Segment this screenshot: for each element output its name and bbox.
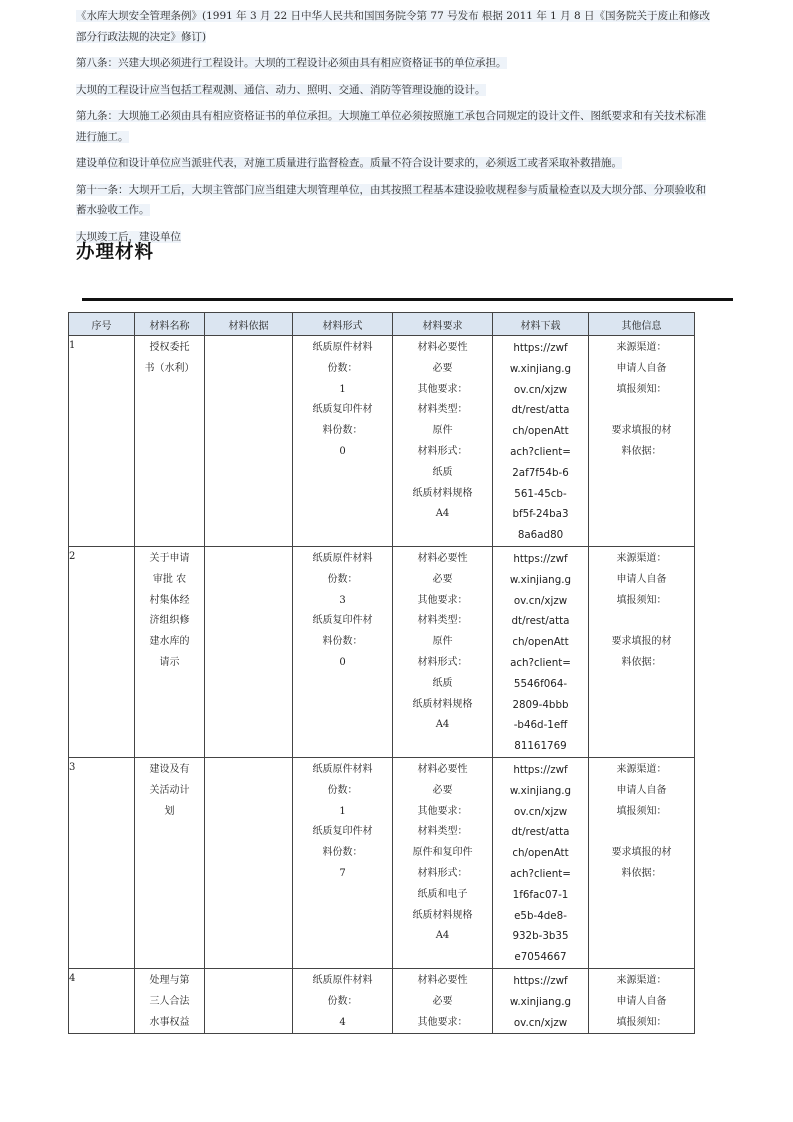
material-download-link-line[interactable]: ch/openAtt xyxy=(512,636,569,649)
table-row xyxy=(69,757,695,968)
material-requirement-line: 原件和复印件 xyxy=(412,847,473,859)
cell-form xyxy=(293,336,393,547)
material-download-link-line[interactable]: ov.cn/xjzw xyxy=(513,1016,568,1029)
material-download-link-line[interactable]: bf5f-24ba3 xyxy=(512,508,569,521)
header-other: 其他信息 xyxy=(589,313,695,336)
intro-paragraph: 建设单位和设计单位应当派驻代表，对施工质量进行监督检查。质量不符合设计要求的，必须返工或者采取补救措施。 xyxy=(76,157,622,169)
material-download-link-line[interactable]: 2af7f54b-6 xyxy=(512,466,569,479)
material-download-link-line[interactable]: dt/rest/atta xyxy=(511,826,570,839)
material-requirement-line: 材料类型： xyxy=(417,615,468,627)
material-download-link-line[interactable]: w.xinjiang.g xyxy=(509,573,572,586)
material-download-link-line[interactable]: 81161769 xyxy=(514,740,567,753)
cell-download[interactable] xyxy=(493,968,589,1033)
material-requirement-line: 其他要求： xyxy=(417,383,468,395)
row-number: 2 xyxy=(69,546,135,757)
material-download-link-line[interactable]: w.xinjiang.g xyxy=(509,784,572,797)
material-other-info-line: 来源渠道： xyxy=(616,552,667,564)
material-download-link-line[interactable]: ov.cn/xjzw xyxy=(513,594,568,607)
material-other-info-line: 料依据： xyxy=(621,867,662,879)
intro-paragraph: 第九条：大坝施工必须由具有相应资格证书的单位承担。大坝施工单位必须按照施工承包合同规定的设计文件、图纸要求和有关技术标准进行施工。 xyxy=(76,110,706,143)
material-name-line: 审批 农 xyxy=(152,573,187,585)
material-requirement-line: 材料形式： xyxy=(417,867,468,879)
cell-req xyxy=(393,336,493,547)
material-other-info-line: 来源渠道： xyxy=(616,763,667,775)
cell-download[interactable] xyxy=(493,546,589,757)
cell-name xyxy=(135,546,205,757)
material-other-info-line: 申请人自备 xyxy=(616,995,667,1007)
material-form-line: 纸质原件材料 xyxy=(312,342,373,353)
material-requirement-line: 纸质 xyxy=(432,677,453,689)
material-other-info-line: 来源渠道： xyxy=(616,342,667,353)
material-other-info-line: 来源渠道： xyxy=(616,974,667,986)
material-requirement-line: 其他要求： xyxy=(417,594,468,606)
cell-download[interactable] xyxy=(493,757,589,968)
material-requirement-line: A4 xyxy=(435,930,450,942)
material-download-link-line[interactable]: 5546f064- xyxy=(513,677,568,690)
material-requirement-line: 材料类型： xyxy=(417,826,468,838)
material-download-link-line[interactable]: 1f6fac07-1 xyxy=(512,888,569,901)
cell-basis xyxy=(205,968,293,1033)
material-download-link-line[interactable]: e7054667 xyxy=(514,951,567,964)
material-name-line: 三人合法 xyxy=(149,995,190,1007)
intro-paragraph: 第十一条：大坝开工后，大坝主管部门应当组建大坝管理单位，由其按照工程基本建设验收规程参与质量检查以及大坝分部、分项验收和蓄水验收工作。 xyxy=(76,183,706,216)
material-requirement-line: 材料形式： xyxy=(417,656,468,668)
material-download-link-line[interactable]: https://zwf xyxy=(513,342,568,354)
material-requirement-line: 材料必要性 xyxy=(417,763,468,775)
material-name-line: 建水库的 xyxy=(149,636,190,648)
cell-name xyxy=(135,336,205,547)
material-download-link-line[interactable]: dt/rest/atta xyxy=(511,615,570,628)
material-form-line: 份数： xyxy=(327,995,358,1007)
material-requirement-line: 材料必要性 xyxy=(417,974,468,986)
row-number: 4 xyxy=(69,968,135,1033)
material-requirement-line: 原件 xyxy=(432,425,453,437)
material-form-line: 料份数： xyxy=(322,847,363,859)
cell-req xyxy=(393,757,493,968)
material-form-line: 份数： xyxy=(327,784,358,796)
material-requirement-line: 原件 xyxy=(432,636,453,648)
material-requirement-line: A4 xyxy=(435,719,450,731)
material-other-info-line: 填报须知： xyxy=(616,1016,667,1028)
material-form-line: 料份数： xyxy=(322,636,363,648)
material-requirement-line: 材料形式： xyxy=(417,445,468,457)
material-download-link-line[interactable]: ach?client= xyxy=(510,867,571,880)
intro-paragraph: 第八条：兴建大坝必须进行工程设计。大坝的工程设计必须由具有相应资格证书的单位承担。 xyxy=(76,57,507,69)
material-name-line: 处理与第 xyxy=(149,974,190,986)
material-other-info-line: 要求填报的材 xyxy=(611,636,672,648)
material-name-line: 村集体经 xyxy=(149,594,190,606)
material-form-line: 1 xyxy=(339,383,346,395)
material-other-info-line: 料依据： xyxy=(621,656,662,668)
material-download-link-line[interactable]: ach?client= xyxy=(510,445,571,458)
header-basis: 材料依据 xyxy=(205,313,293,336)
intro-paragraph: 《水库大坝安全管理条例》(1991 年 3 月 22 日中华人民共和国国务院令第 77 号发布 根据 2011 年 1 月 8 日《国务院关于废止和修改部分行政法规的决定》修订) xyxy=(76,10,711,43)
section-divider xyxy=(82,298,733,301)
material-download-link-line[interactable]: dt/rest/atta xyxy=(511,404,570,417)
material-requirement-line: 材料类型： xyxy=(417,404,468,416)
material-form-line: 纸质原件材料 xyxy=(312,974,373,986)
material-name-line: 济组织修 xyxy=(149,615,190,627)
material-download-link-line[interactable]: -b46d-1eff xyxy=(513,719,568,732)
header-name: 材料名称 xyxy=(135,313,205,336)
material-form-line: 3 xyxy=(339,594,346,606)
cell-form xyxy=(293,546,393,757)
material-requirement-line: 必要 xyxy=(432,995,453,1007)
cell-req xyxy=(393,968,493,1033)
material-form-line: 纸质原件材料 xyxy=(312,552,373,564)
material-name-line: 划 xyxy=(164,805,175,817)
material-form-line: 4 xyxy=(339,1016,346,1028)
material-other-info-line: 申请人自备 xyxy=(616,573,667,585)
materials-table xyxy=(68,312,695,1034)
material-form-line: 0 xyxy=(339,656,346,668)
cell-basis xyxy=(205,757,293,968)
material-other-info-line: 要求填报的材 xyxy=(611,425,672,437)
section-title: 办理材料 xyxy=(76,242,155,263)
material-requirement-line: A4 xyxy=(435,508,450,520)
material-download-link-line[interactable]: ach?client= xyxy=(510,656,571,669)
material-name-line: 授权委托 xyxy=(149,342,190,353)
row-number: 1 xyxy=(69,336,135,547)
material-download-link-line[interactable]: w.xinjiang.g xyxy=(509,995,572,1008)
cell-name xyxy=(135,968,205,1033)
material-requirement-line: 纸质 xyxy=(432,466,453,478)
material-name-line: 书（水利） xyxy=(144,362,195,374)
material-requirement-line: 必要 xyxy=(432,573,453,585)
material-form-line: 0 xyxy=(339,445,346,457)
material-download-link-line[interactable]: 561-45cb- xyxy=(514,487,567,500)
header-form: 材料形式 xyxy=(293,313,393,336)
material-download-link-line[interactable]: 2809-4bbb xyxy=(512,698,569,711)
header-no: 序号 xyxy=(69,313,135,336)
header-requirement: 材料要求 xyxy=(393,313,493,336)
material-requirement-line: 纸质和电子 xyxy=(417,888,468,900)
material-download-link-line[interactable]: ch/openAtt xyxy=(512,425,569,438)
material-requirement-line: 其他要求： xyxy=(417,1016,468,1028)
material-form-line: 份数： xyxy=(327,573,358,585)
row-number: 3 xyxy=(69,757,135,968)
cell-name xyxy=(135,757,205,968)
material-form-line: 料份数： xyxy=(322,425,363,437)
material-other-info-line: 填报须知： xyxy=(616,594,667,606)
cell-form xyxy=(293,968,393,1033)
material-requirement-line: 纸质材料规格 xyxy=(412,487,473,499)
intro-paragraph: 大坝的工程设计应当包括工程观测、通信、动力、照明、交通、消防等管理设施的设计。 xyxy=(76,83,486,96)
material-requirement-line: 材料必要性 xyxy=(417,552,468,564)
material-name-line: 水事权益 xyxy=(149,1016,190,1028)
material-download-link-line[interactable]: https://zwf xyxy=(513,552,568,565)
intro-paragraph: 大坝竣工后，建设单位 xyxy=(76,230,181,243)
table-row xyxy=(69,968,695,1033)
material-form-line: 纸质复印件材 xyxy=(312,826,373,838)
material-form-line: 份数： xyxy=(327,362,358,374)
material-form-line: 1 xyxy=(339,805,346,817)
header-download: 材料下载 xyxy=(493,313,589,336)
material-download-link-line[interactable]: https://zwf xyxy=(513,763,568,776)
material-download-link-line[interactable]: 8a6ad80 xyxy=(517,529,564,542)
material-download-link-line[interactable]: https://zwf xyxy=(513,974,568,987)
material-other-info-line: 申请人自备 xyxy=(616,784,667,796)
cell-req xyxy=(393,546,493,757)
material-requirement-line: 其他要求： xyxy=(417,805,468,817)
material-download-link-line[interactable]: w.xinjiang.g xyxy=(509,362,572,375)
material-download-link-line[interactable]: 932b-3b35 xyxy=(512,930,569,943)
material-other-info-line: 申请人自备 xyxy=(616,362,667,374)
material-requirement-line: 纸质材料规格 xyxy=(412,909,473,921)
material-form-line: 7 xyxy=(339,867,346,879)
material-name-line: 请示 xyxy=(159,656,180,668)
material-download-link-line[interactable]: ov.cn/xjzw xyxy=(513,805,568,818)
material-name-line: 建设及有 xyxy=(149,763,190,775)
material-requirement-line: 必要 xyxy=(432,362,453,374)
material-requirement-line: 纸质材料规格 xyxy=(412,698,473,710)
material-requirement-line: 材料必要性 xyxy=(417,342,468,353)
cell-form xyxy=(293,757,393,968)
material-other-info-line: 填报须知： xyxy=(616,805,667,817)
material-form-line: 纸质复印件材 xyxy=(312,404,373,416)
cell-other xyxy=(589,546,695,757)
table-row xyxy=(69,546,695,757)
table-header-row xyxy=(69,313,695,336)
material-name-line: 关活动计 xyxy=(149,784,190,796)
cell-basis xyxy=(205,546,293,757)
cell-other xyxy=(589,968,695,1033)
material-download-link-line[interactable]: ch/openAtt xyxy=(512,847,569,860)
cell-other xyxy=(589,757,695,968)
material-download-link-line[interactable]: ov.cn/xjzw xyxy=(513,383,568,396)
material-other-info-line: 料依据： xyxy=(621,445,662,457)
material-form-line: 纸质原件材料 xyxy=(312,763,373,775)
cell-basis xyxy=(205,336,293,547)
intro-text xyxy=(76,6,716,253)
material-name-line: 关于申请 xyxy=(149,552,190,564)
cell-download[interactable] xyxy=(493,336,589,547)
material-other-info-line: 要求填报的材 xyxy=(611,847,672,859)
material-download-link-line[interactable]: e5b-4de8- xyxy=(514,909,567,922)
material-other-info-line: 填报须知： xyxy=(616,383,667,395)
material-requirement-line: 必要 xyxy=(432,784,453,796)
material-form-line: 纸质复印件材 xyxy=(312,615,373,627)
table-row xyxy=(69,336,695,547)
cell-other xyxy=(589,336,695,547)
